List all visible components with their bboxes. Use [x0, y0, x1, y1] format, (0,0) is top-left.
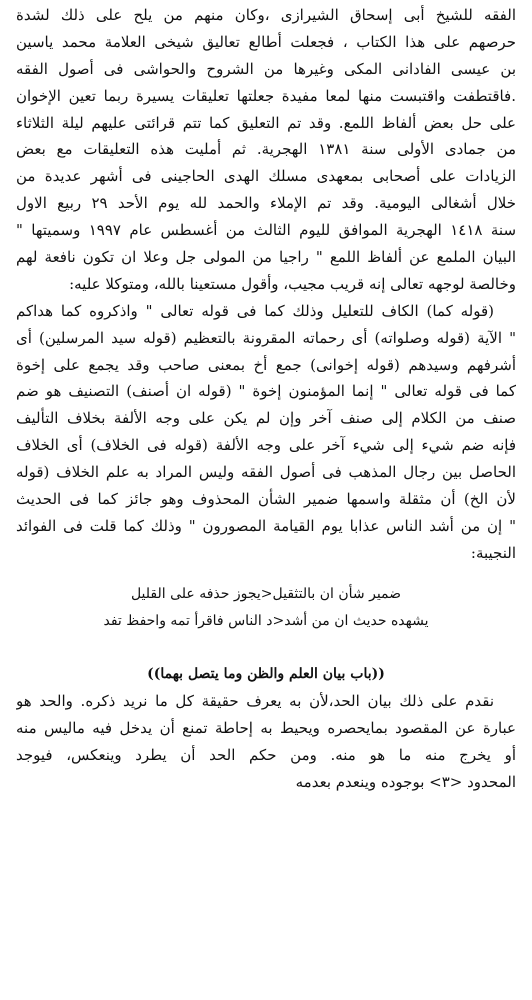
text-line: النجيبة: — [470, 543, 516, 562]
verse-block — [16, 581, 516, 635]
definition-paragraph — [16, 688, 516, 796]
text-line: الزيادات على أصحابى بمعهدى مسلك الهدى الحاجينى فى أشهر عديدة من — [16, 167, 516, 186]
verse-line: يشهده حديث ان من أشد<د الناس فاقرأ تمه واحفظ تفد — [103, 612, 429, 629]
text-line: لأن الخ) أن مثقلة واسمها ضمير الشأن المحذوف وهو جائز كما فى الحديث — [16, 490, 516, 509]
text-line: " الآية (قوله وصلواته) أى رحماته المقرونة بالتعظيم (قوله سيد المرسلين) أى — [16, 328, 516, 347]
section-heading: ((باب بيان العلم والظن وما يتصل بهما)) — [147, 666, 385, 683]
text-line: الحاصل بين رجال المذهب فى أصول الفقه وليس المراد به علم الخلاف (قوله — [16, 463, 516, 482]
commentary-paragraph — [16, 298, 516, 567]
text-line: صنف من الكلام إلى صنف آخر وإن لم يكن على وجه الألفة بخلاف التأليف — [16, 409, 516, 428]
text-line: سنة ١٤١٨ الهجرية الموافق لليوم الثالث من أغسطس عام ١٩٩٧ وسميتها " — [16, 221, 516, 240]
text-line: (قوله كما) الكاف للتعليل وذلك كما فى قوله تعالى " واذكروه كما هداكم — [16, 301, 494, 320]
text-line: الفقه للشيخ أبى إسحاق الشيرازى ،وكان منهم من يلح على ذلك لشدة — [16, 6, 516, 24]
text-line: المحدود <٣> بوجوده وينعدم بعدمه — [295, 773, 516, 792]
text-line: من جمادى الأولى سنة ١٣٨١ الهجرية. ثم أمليت هذه التعليقات مع بعض — [16, 140, 516, 159]
text-line: على حل بعض ألفاظ اللمع. وقد تم التعليق كما تتم قرائتى عليهم ليلة الثلاثاء — [16, 113, 516, 132]
document-page — [16, 2, 516, 796]
text-line: حرصهم على هذا الكتاب ، فجعلت أطالع تعاليق شيخى العلامة محمد ياسين — [16, 32, 516, 51]
text-line: نقدم على ذلك بيان الحد،لأن به يعرف حقيقة كل ما نريد ذكره. والحد هو — [16, 692, 494, 711]
text-line: وخالصة لوجهه تعالى إنه قريب مجيب، وأقول مستعينا بالله، ومتوكلا عليه: — [69, 274, 516, 293]
text-line: أو يخرج منه ما هو منه. ومن حكم الحد أن يطرد وينعكس، فيوجد — [16, 746, 516, 765]
text-line: .فاقتطفت واقتبست منها لمعا مفيدة جعلتها تعليقات يسيرة ربما تعين الإخوان — [16, 86, 516, 105]
verse-line: ضمير شأن ان بالتثقيل<يجوز حذفه على القليل — [130, 585, 402, 602]
text-line: بن عيسى الفادانى المكى وغيرها من الشروح والحواشى فى أصول الفقه — [16, 59, 516, 78]
text-line: خلال أشغالى اليومية. وقد تم الإملاء والحمد لله يوم الأحد ٢٩ ربيع الاول — [16, 194, 516, 213]
text-line: عبارة عن المقصود بمايحصره ويحيط به إحاطة تمنع أن يدخل فيه ماليس منه — [16, 719, 516, 738]
text-line: البيان الملمع عن ألفاظ اللمع " راجيا من المولى جل وعلا ان تكون نافعة لهم — [16, 248, 516, 267]
spacer — [16, 567, 516, 581]
text-line: " إن من أشد الناس عذابا يوم القيامة المصورون " وذلك كما قلت فى الفوائد — [16, 516, 516, 535]
intro-paragraph — [16, 2, 516, 298]
text-line: أشرفهم وسيدهم (قوله إخوانى) جمع أخ بمعنى صاحب وقد يجمع على إخوة — [16, 355, 516, 374]
text-line: كما فى قوله تعالى " إنما المؤمنون إخوة " (قوله ان أصنف) التصنيف هو ضم — [16, 382, 516, 401]
text-line: فإنه ضم شيء إلى شيء آخر على وجه الألفة (قوله فى الخلاف) أى الخلاف — [16, 436, 516, 455]
spacer — [16, 634, 516, 661]
